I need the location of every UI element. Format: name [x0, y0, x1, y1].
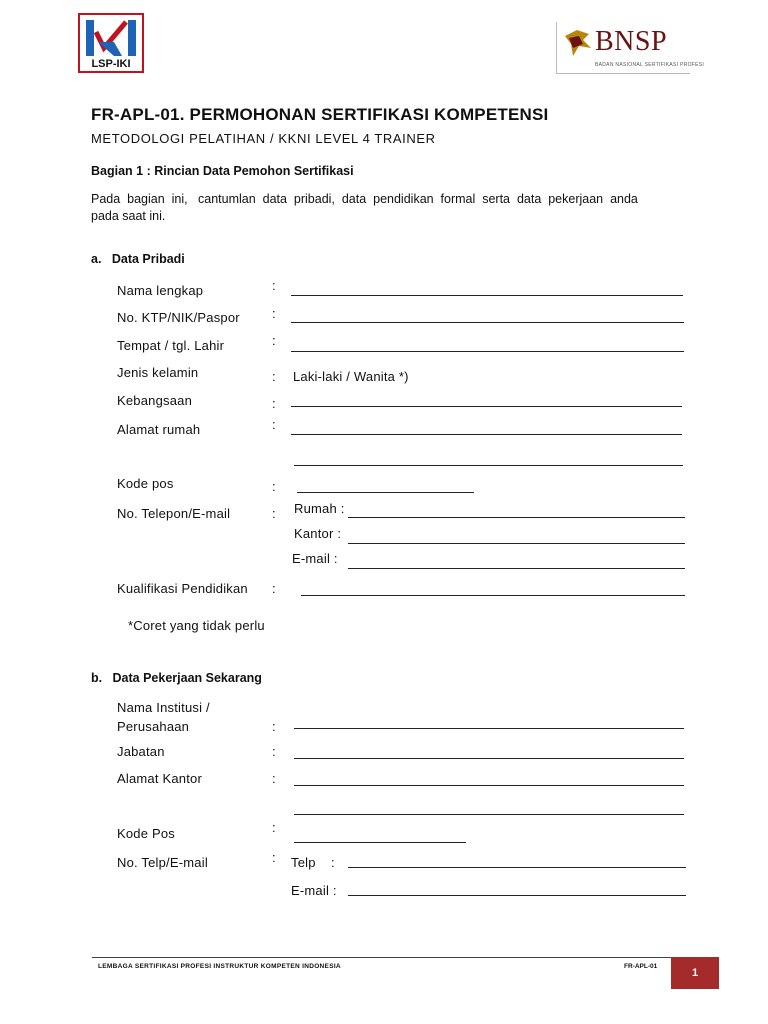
postcode-colon: : — [272, 479, 276, 494]
home-address-colon: : — [272, 417, 276, 432]
intro-text-line2: pada saat ini. — [91, 209, 166, 223]
birth-label: Tempat / tgl. Lahir — [117, 338, 225, 353]
work-telp-colon: : — [331, 855, 335, 870]
strike-note: *Coret yang tidak perlu — [128, 618, 265, 633]
id-number-field[interactable] — [291, 322, 684, 323]
page-number-badge — [671, 957, 719, 989]
institution-colon: : — [272, 719, 276, 734]
page-number: 1 — [691, 967, 699, 979]
phone-email-colon: : — [272, 506, 276, 521]
birth-colon: : — [272, 333, 276, 348]
id-number-colon: : — [272, 306, 276, 321]
home-phone-field[interactable] — [348, 517, 685, 518]
email-label: E-mail : — [292, 551, 338, 566]
office-phone-label: Kantor : — [294, 526, 342, 541]
footer-form-code: FR-APL-01 — [624, 963, 658, 970]
work-data-heading: b. Data Pekerjaan Sekarang — [91, 671, 262, 685]
iki-mark-icon — [84, 18, 138, 58]
nationality-label: Kebangsaan — [117, 393, 193, 408]
lsp-iki-logo — [78, 13, 144, 73]
nationality-colon: : — [272, 396, 276, 411]
office-address-colon: : — [272, 771, 276, 786]
personal-data-heading: a. Data Pribadi — [91, 252, 185, 266]
home-address-label: Alamat rumah — [117, 422, 201, 437]
institution-field[interactable] — [294, 728, 684, 729]
office-phone-field[interactable] — [348, 543, 685, 544]
education-field[interactable] — [301, 595, 685, 596]
home-address-field-2[interactable] — [294, 465, 683, 466]
education-colon: : — [272, 581, 276, 596]
nationality-field[interactable] — [291, 406, 682, 407]
gender-label: Jenis kelamin — [117, 365, 199, 380]
work-postcode-label: Kode Pos — [117, 826, 175, 841]
office-address-label: Alamat Kantor — [117, 771, 202, 786]
postcode-label: Kode pos — [117, 476, 174, 491]
work-email-label: E-mail : — [291, 883, 337, 898]
home-address-field-1[interactable] — [291, 434, 682, 435]
education-label: Kualifikasi Pendidikan — [117, 581, 248, 596]
home-phone-label: Rumah : — [294, 501, 345, 516]
work-telp-label: Telp — [291, 855, 316, 870]
footer-organization: LEMBAGA SERTIFIKASI PROFESI INSTRUKTUR KOMPETEN INDONESIA — [98, 963, 341, 970]
birth-field[interactable] — [291, 351, 684, 352]
institution-label-line2: Perusahaan — [117, 719, 190, 734]
phone-email-label: No. Telepon/E-mail — [117, 506, 231, 521]
name-label: Nama lengkap — [117, 283, 204, 298]
position-label: Jabatan — [117, 744, 165, 759]
position-field[interactable] — [294, 758, 684, 759]
work-email-field[interactable] — [348, 895, 686, 896]
gender-value[interactable]: Laki-laki / Wanita *) — [293, 369, 409, 384]
work-postcode-field[interactable] — [294, 842, 466, 843]
position-colon: : — [272, 744, 276, 759]
postcode-field[interactable] — [297, 492, 474, 493]
section-heading: Bagian 1 : Rincian Data Pemohon Sertifikasi — [91, 164, 354, 178]
office-address-field-1[interactable] — [294, 785, 684, 786]
document-subtitle: METODOLOGI PELATIHAN / KKNI LEVEL 4 TRAINER — [91, 131, 436, 146]
footer-divider — [92, 957, 688, 958]
work-postcode-colon: : — [272, 820, 276, 835]
office-address-field-2[interactable] — [294, 814, 684, 815]
garuda-icon — [563, 26, 593, 58]
intro-text-line1: Pada bagian ini, cantumlan data pribadi, data pendidikan formal serta data pekerjaan anda — [91, 192, 638, 206]
bnsp-logo-text: BNSP — [595, 26, 668, 57]
lsp-logo-text: LSP-IKI — [91, 58, 131, 70]
name-colon: : — [272, 278, 276, 293]
name-field[interactable] — [291, 295, 683, 296]
id-number-label: No. KTP/NIK/Paspor — [117, 310, 240, 325]
document-title: FR-APL-01. PERMOHONAN SERTIFIKASI KOMPETENSI — [91, 105, 549, 124]
work-telp-field[interactable] — [348, 867, 686, 868]
work-phone-email-label: No. Telp/E-mail — [117, 855, 208, 870]
bnsp-logo-subtext: BADAN NASIONAL SERTIFIKASI PROFESI — [595, 62, 705, 68]
gender-colon: : — [272, 369, 276, 384]
email-field[interactable] — [348, 568, 685, 569]
bnsp-logo — [556, 22, 705, 74]
work-phone-email-colon: : — [272, 850, 276, 865]
institution-label-line1: Nama Institusi / — [117, 700, 210, 715]
